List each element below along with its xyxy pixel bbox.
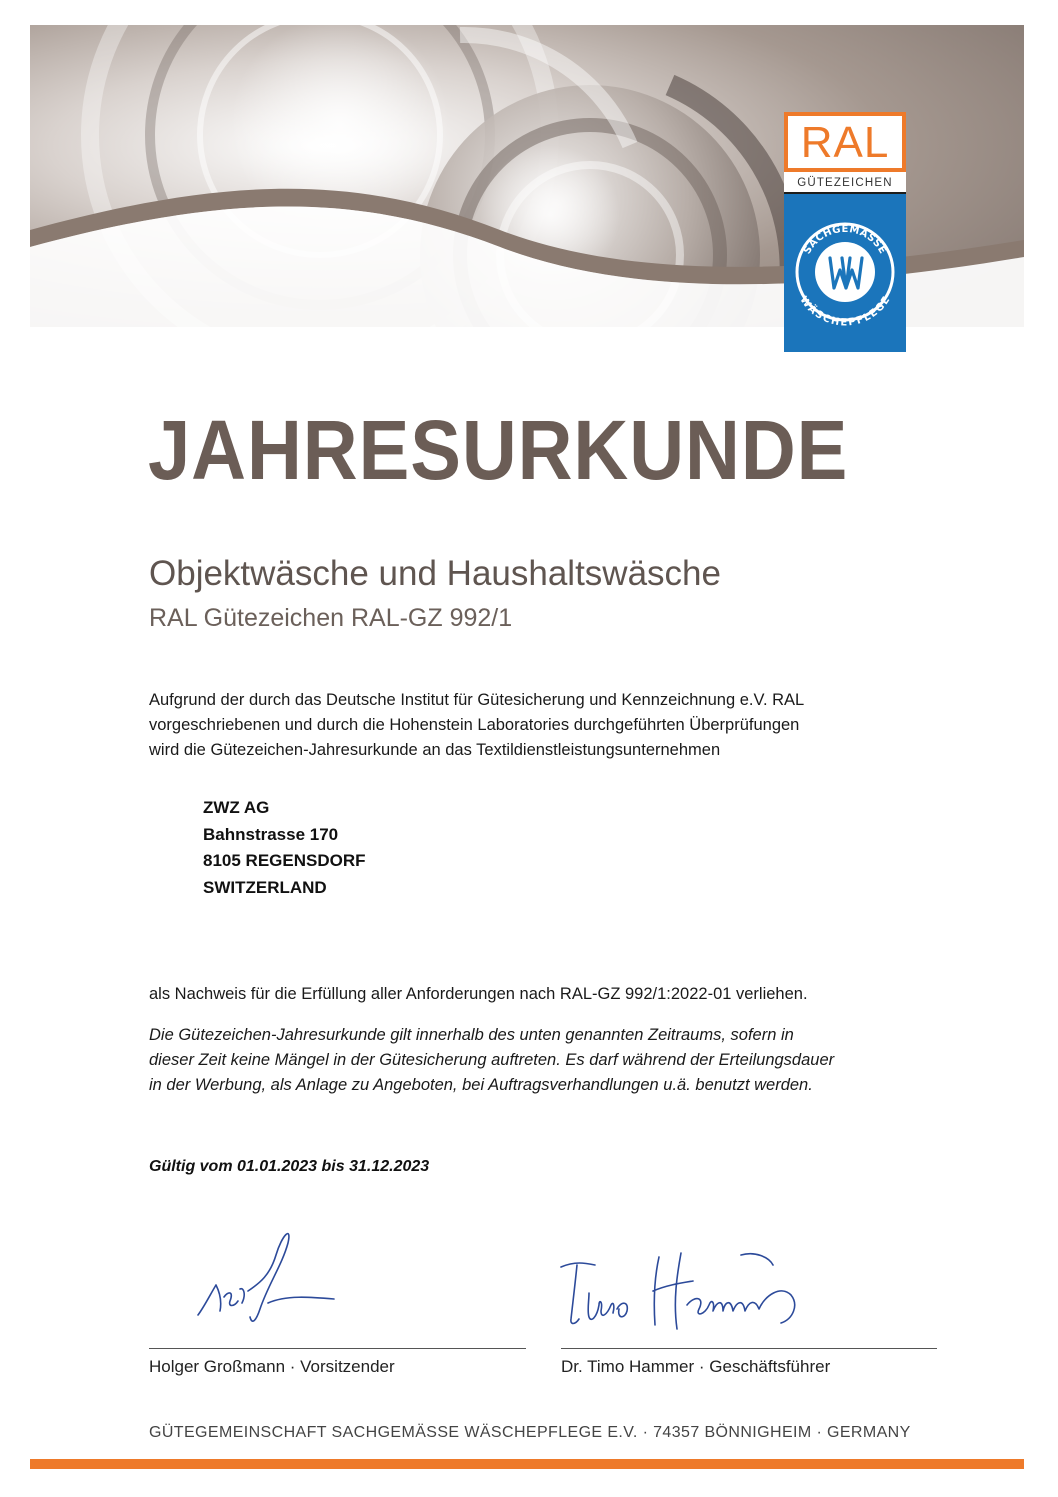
country: SWITZERLAND [203, 877, 327, 897]
seal-text-bottom: WÄSCHEPFLEGE [797, 294, 893, 329]
intro-line: Aufgrund der durch das Deutsche Institut für Gütesicherung und Kennzeichnung e.V. RAL [149, 691, 805, 709]
ral-quality-mark [784, 112, 906, 352]
quality-mark-reference: RAL Gütezeichen RAL-GZ 992/1 [149, 604, 513, 632]
seal-text-top: SACHGEMÄSSE [801, 223, 889, 257]
signature-grossmann [190, 1225, 340, 1325]
signer-chairman: Holger Großmann · Vorsitzender [149, 1357, 395, 1376]
proof-statement: als Nachweis für die Erfüllung aller Anforderungen nach RAL-GZ 992/1:2022-01 verliehen. [149, 985, 808, 1003]
validity-period: Gültig vom 01.01.2023 bis 31.12.2023 [149, 1158, 430, 1175]
intro-paragraph [149, 688, 804, 763]
document-subtitle: Objektwäsche und Haushaltswäsche [149, 554, 721, 593]
company-name: ZWZ AG [203, 798, 270, 817]
note-line: in der Werbung, als Anlage zu Angeboten, bei Auftragsverhandlungen u.ä. benutzt werden. [149, 1076, 813, 1094]
intro-line: vorgeschriebenen und durch die Hohenstein Laboratories durchgeführten Überprüfungen [149, 716, 800, 734]
postal-city: 8105 REGENSDORF [203, 851, 366, 870]
footer-association: GÜTEGEMEINSCHAFT SACHGEMÄSSE WÄSCHEPFLEGE E.V. · 74357 BÖNNIGHEIM · GERMANY [149, 1424, 911, 1441]
document-title: JAHRESURKUNDE [148, 403, 849, 497]
footer-accent-bar [30, 1459, 1024, 1469]
signature-line [561, 1348, 937, 1349]
ral-brand-text: RAL [800, 118, 890, 167]
note-line: Die Gütezeichen-Jahresurkunde gilt innerhalb des unten genannten Zeitraums, sofern in [149, 1026, 794, 1044]
street: Bahnstrasse 170 [203, 824, 339, 844]
note-line: dieser Zeit keine Mängel in der Gütesicherung auftreten. Es darf während der Erteilungsdauer [149, 1051, 835, 1069]
waeschepflege-seal [784, 194, 906, 352]
recipient-address [203, 795, 366, 901]
validity-note [149, 1023, 834, 1098]
signer-managing-director: Dr. Timo Hammer · Geschäftsführer [561, 1357, 831, 1376]
signature-hammer [555, 1245, 810, 1335]
guetezeichen-label: GÜTEZEICHEN [784, 172, 906, 194]
ral-logo-box [784, 112, 906, 172]
signature-line [149, 1348, 526, 1349]
intro-line: wird die Gütezeichen-Jahresurkunde an das Textildienstleistungsunternehmen [149, 741, 721, 759]
